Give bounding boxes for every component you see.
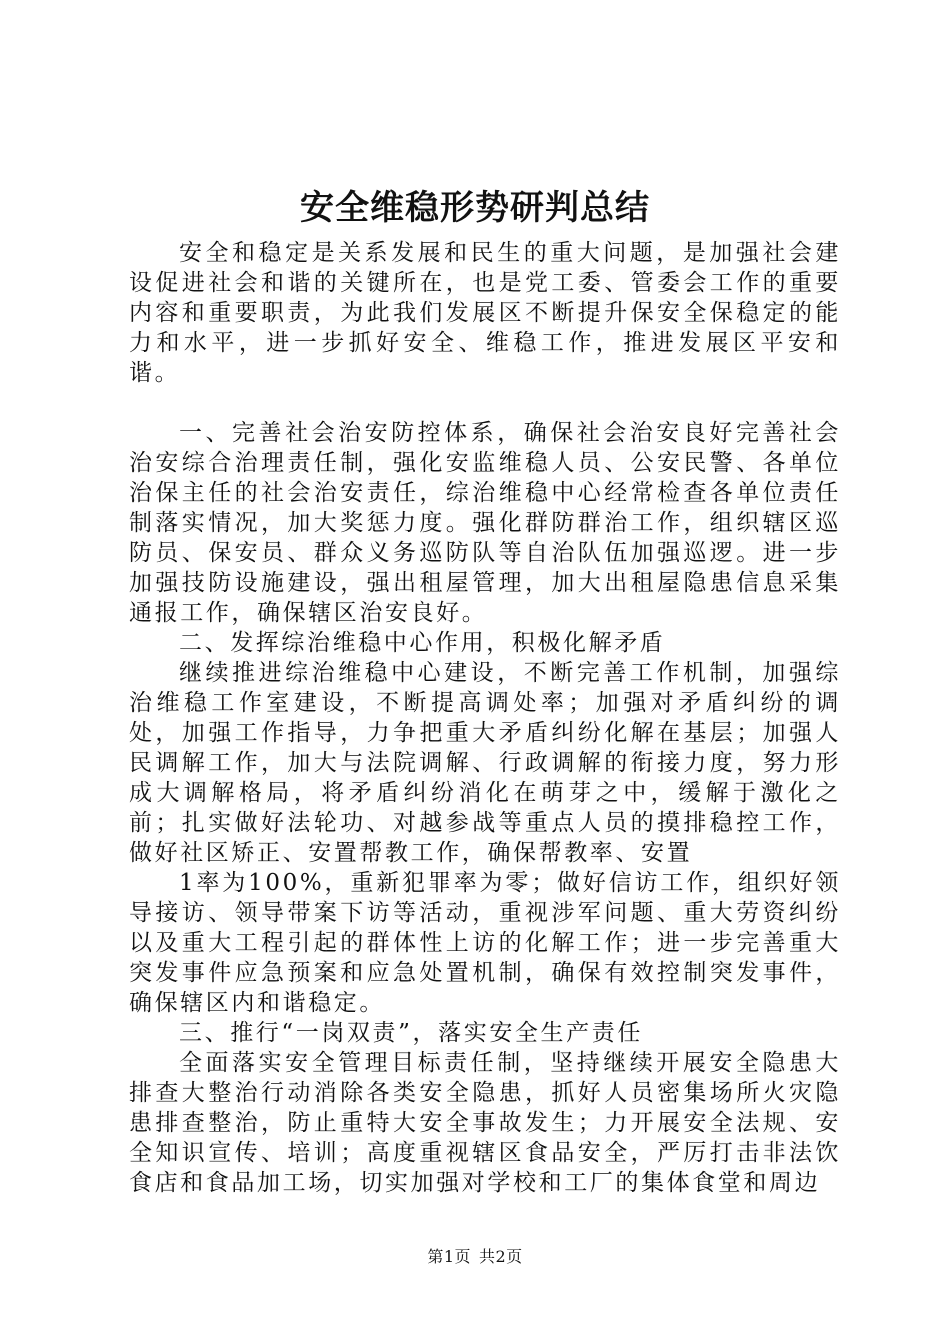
paragraph-section-1: 一、完善社会治安防控体系，确保社会治安良好完善社会治安综合治理责任制，强化安监维稳人员、公安民警、各单位治保主任的社会治安责任，综治维稳中心经常检查各单位责任制落实情况，加大奖惩力度。强化群防群治工作，组织辖区巡防员、保安员、群众义务巡防队等自治队伍加强巡逻。进一步加强技防设施建设，强出租屋管理，加大出租屋隐患信息采集通报工作，确保辖区治安良好。 — [129, 420, 841, 626]
paragraph-intro: 安全和稳定是关系发展和民生的重大问题，是加强社会建设促进社会和谐的关键所在，也是党工委、管委会工作的重要内容和重要职责，为此我们发展区不断提升保安全保稳定的能力和水平，进一步抓好安全、维稳工作，推进发展区平安和谐。 — [129, 240, 841, 386]
heading-section-2: 二、发挥综治维稳中心作用，积极化解矛盾 — [179, 630, 666, 656]
page-footer — [0, 1246, 950, 1268]
document-title: 安全维稳形势研判总结 — [300, 188, 650, 228]
paragraph-section-3: 全面落实安全管理目标责任制，坚持继续开展安全隐患大排查大整治行动消除各类安全隐患，抓好人员密集场所火灾隐患排查整治，防止重特大安全事故发生；力开展安全法规、安全知识宣传、培训；高度重视辖区食品安全，严厉打击非法饮食店和食品加工场，切实加强对学校和工厂的集体食堂和周边 — [129, 1050, 841, 1196]
heading-section-3: 三、推行“一岗双责”，落实安全生产责任 — [179, 1020, 643, 1046]
paragraph-section-2-continued: 1率为100%，重新犯罪率为零；做好信访工作，组织好领导接访、领导带案下访等活动，重视涉军问题、重大劳资纠纷以及重大工程引起的群体性上访的化解工作；进一步完善重大突发事件应急预案和应急处置机制，确保有效控制突发事件，确保辖区内和谐稳定。 — [129, 870, 841, 1016]
page-number-current: 第1页 — [427, 1247, 471, 1266]
paragraph-section-2: 继续推进综治维稳中心建设，不断完善工作机制，加强综治维稳工作室建设，不断提高调处率；加强对矛盾纠纷的调处，加强工作指导，力争把重大矛盾纠纷化解在基层；加强人民调解工作，加大与法院调解、行政调解的衔接力度，努力形成大调解格局，将矛盾纠纷消化在萌芽之中，缓解于激化之前；扎实做好法轮功、对越参战等重点人员的摸排稳控工作，做好社区矫正、安置帮教工作，确保帮教率、安置 — [129, 660, 841, 866]
document-body — [129, 238, 841, 1198]
page-number-total: 共2页 — [479, 1247, 523, 1266]
